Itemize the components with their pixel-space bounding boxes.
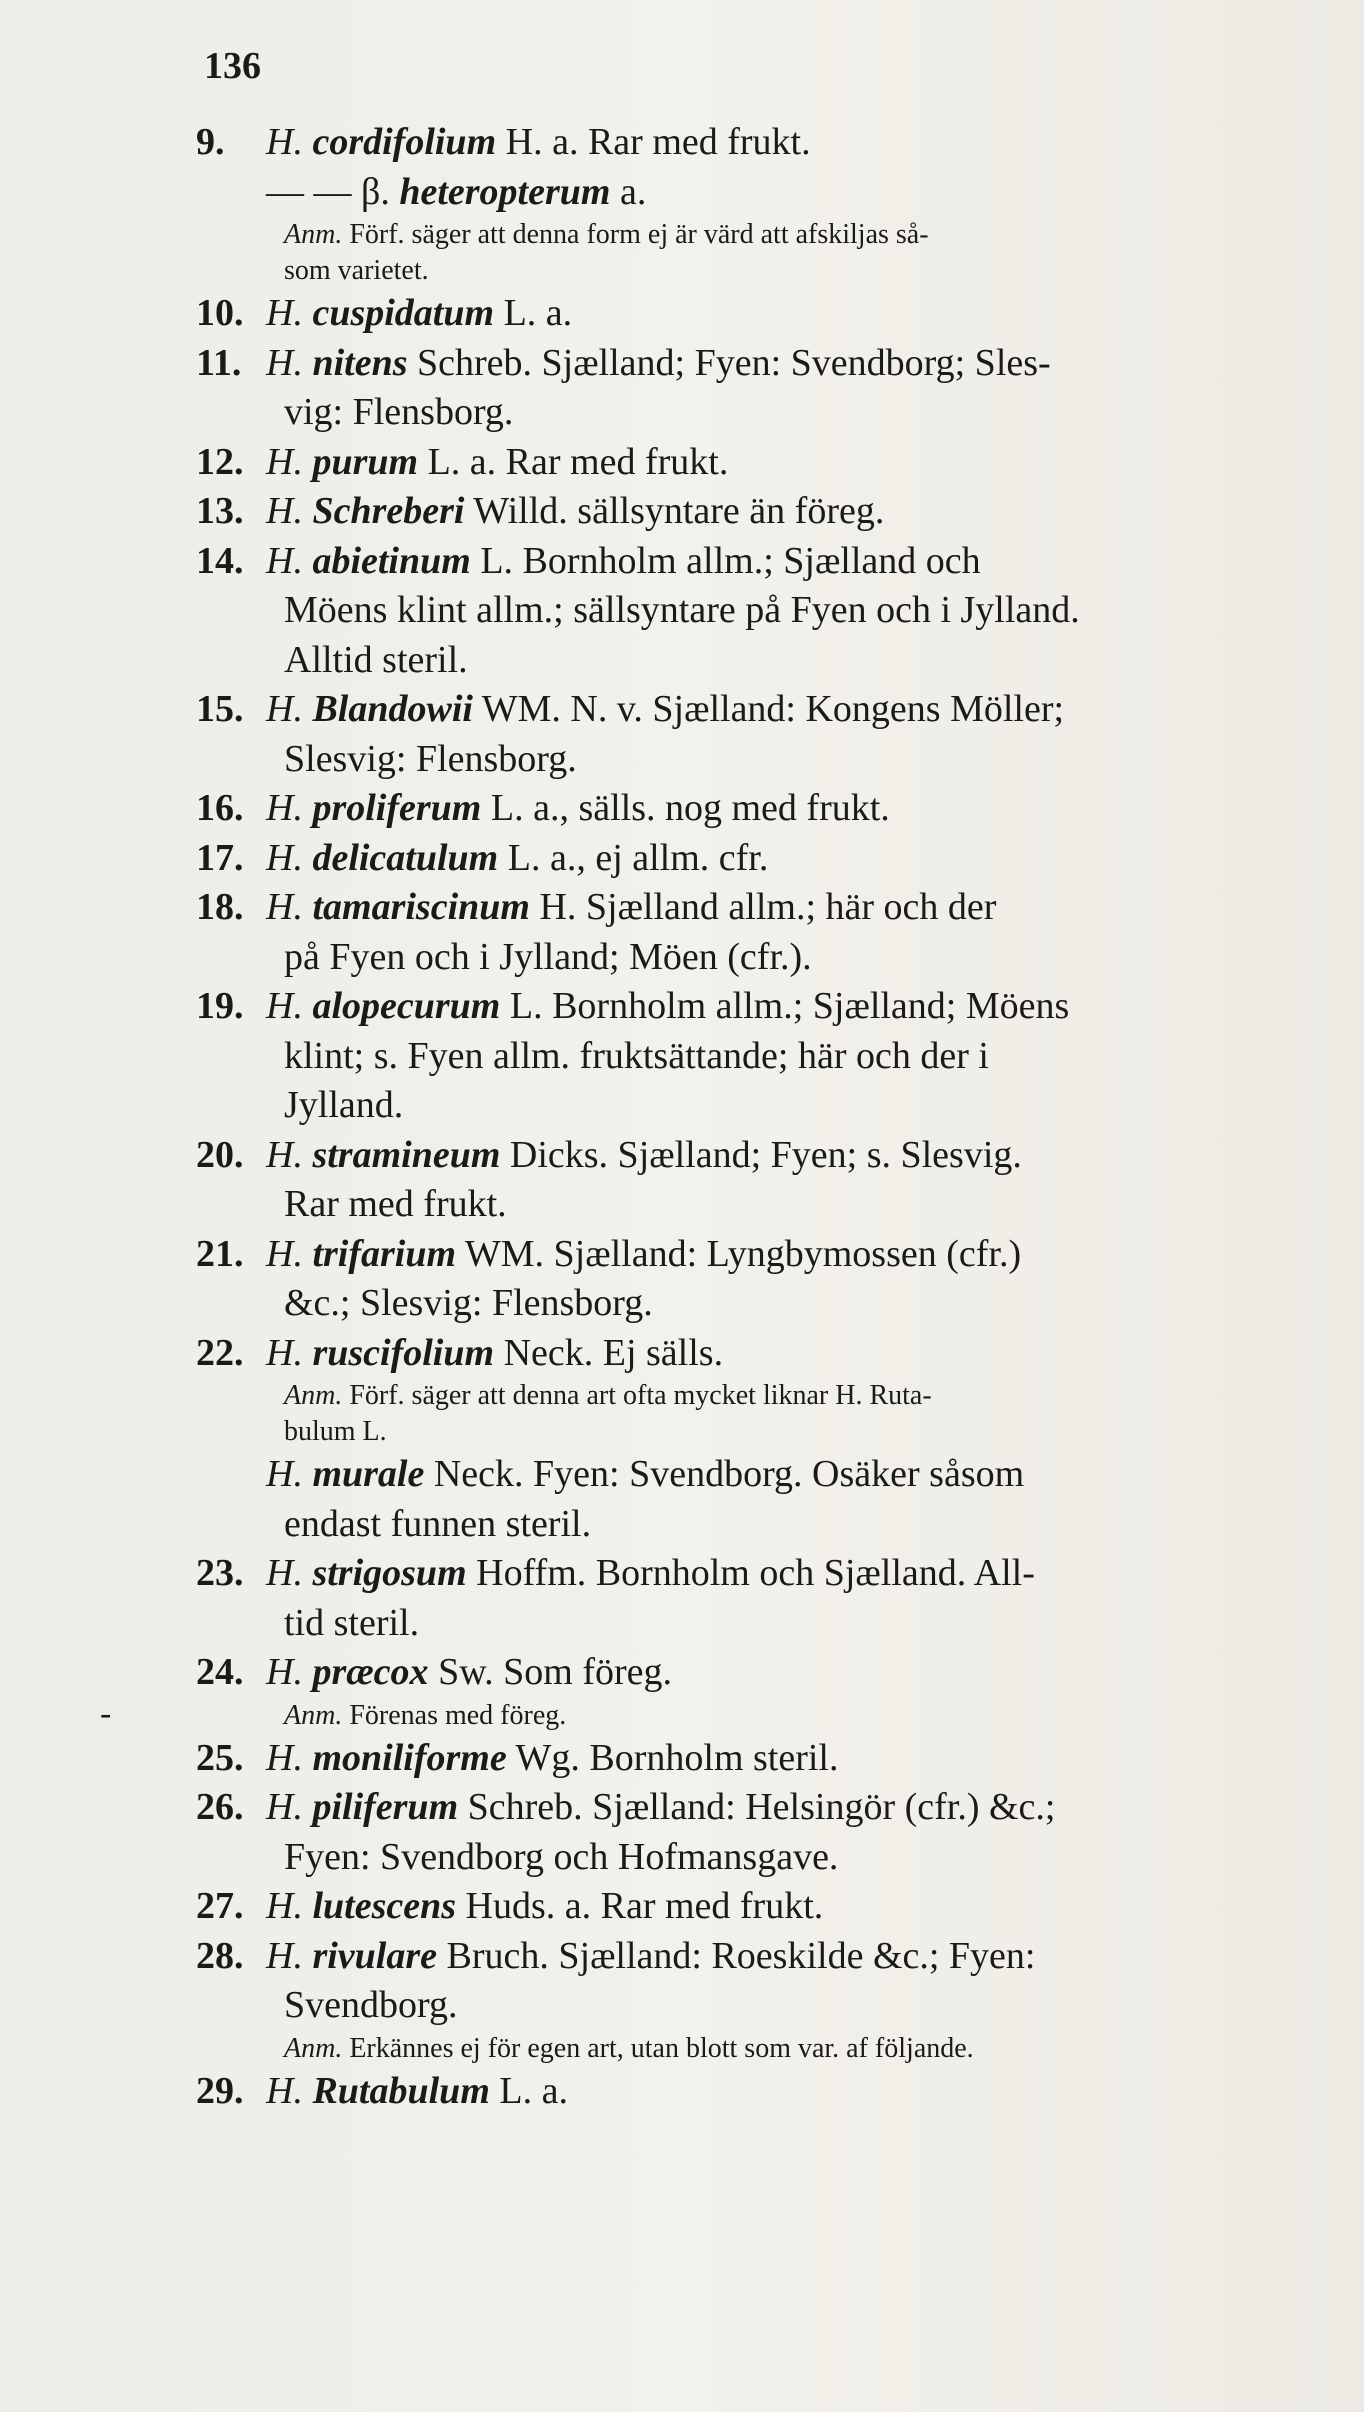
genus-abbrev: H. [266, 1651, 303, 1693]
entry-number: 15. [196, 688, 244, 730]
species-entry [196, 1549, 1306, 1648]
species-entry [196, 438, 1306, 488]
entry-details: Wg. Bornholm steril. [515, 1736, 839, 1779]
entry-line [196, 1783, 1306, 1833]
entry-number: 16. [196, 787, 244, 829]
species-epithet: tamariscinum [312, 886, 530, 928]
note-line [284, 1378, 1306, 1414]
species-epithet: trifarium [312, 1232, 457, 1275]
species-entry [196, 1131, 1306, 1230]
note-label: Anm. [284, 2032, 343, 2064]
entry-continuation: vig: Flensborg. [284, 391, 514, 433]
species-epithet: ruscifolium [312, 1331, 495, 1374]
entry-details: Bruch. Sjælland: Roeskilde &c.; Fyen: [446, 1934, 1036, 1977]
note-continuation: bulum L. [284, 1416, 387, 1447]
entry-number: 27. [196, 1885, 244, 1927]
note-line [284, 217, 1306, 253]
entry-number: 13. [196, 490, 244, 532]
entry-number: 10. [196, 292, 244, 334]
species-entry [196, 1230, 1306, 1329]
species-epithet: cuspidatum [312, 292, 495, 334]
species-entry [196, 1648, 1306, 1698]
entry-number: 28. [196, 1934, 244, 1977]
entry-line [196, 168, 1306, 218]
genus-abbrev: H. [266, 985, 303, 1027]
note [196, 1378, 1306, 1450]
entry-number: 18. [196, 886, 244, 928]
entry-number: 23. [196, 1552, 244, 1594]
species-entry [196, 784, 1306, 834]
entry-details: Schreb. Sjælland: Helsingör (cfr.) &c.; [467, 1786, 1056, 1828]
entry-number: 22. [196, 1331, 244, 1374]
entry-line [196, 784, 1306, 834]
entry-number: 19. [196, 985, 244, 1027]
species-epithet: cordifolium [312, 121, 497, 163]
entry-number: 25. [196, 1736, 244, 1779]
species-entry [196, 289, 1306, 339]
genus-abbrev: H. [266, 688, 303, 730]
entry-line [196, 883, 1306, 933]
species-entry [196, 1734, 1306, 1784]
entry-line [196, 982, 1306, 1032]
entry-continuation: Svendborg. [284, 1984, 458, 2026]
entry-details: L. a., ej allm. cfr. [507, 836, 769, 879]
entry-details: L. a. Rar med frukt. [427, 440, 729, 483]
entry-continuation: Slesvig: Flensborg. [284, 737, 577, 780]
genus-abbrev: H. [266, 1232, 303, 1275]
species-entry [196, 487, 1306, 537]
note-text: Erkännes ej för egen art, utan blott som var. af följande. [349, 2032, 974, 2064]
note-continuation: som varietet. [284, 255, 429, 286]
species-epithet: piliferum [312, 1786, 459, 1828]
species-epithet: Rutabulum [312, 2069, 490, 2112]
genus-abbrev: H. [266, 1331, 303, 1374]
entry-continuation: Möens klint allm.; sällsyntare på Fyen och i Jylland. [284, 589, 1080, 631]
species-entry [196, 1932, 1306, 2031]
entry-line [196, 1230, 1306, 1280]
species-entry [196, 1450, 1306, 1549]
entry-number: 29. [196, 2069, 244, 2112]
entry-details: H. a. Rar med frukt. [505, 121, 811, 163]
entry-continuation: tid steril. [284, 1601, 420, 1644]
entry-line [196, 834, 1306, 884]
genus-abbrev: H. [266, 341, 303, 384]
genus-abbrev: H. [266, 1453, 303, 1495]
entry-details: Hoffm. Bornholm och Sjælland. All- [476, 1552, 1035, 1594]
note-line [284, 1698, 1306, 1734]
genus-abbrev: H. [266, 1133, 303, 1176]
note-text: Förf. säger att denna art ofta mycket liknar H. Ruta- [349, 1380, 932, 1411]
variety-entry [196, 168, 1306, 218]
species-entry [196, 1329, 1306, 1379]
species-epithet: strigosum [312, 1552, 467, 1594]
note-line [284, 2031, 1306, 2067]
note-label: Anm. [284, 219, 343, 250]
entry-details: Huds. a. Rar med frukt. [465, 1885, 824, 1927]
entry-details: Sw. Som föreg. [438, 1651, 673, 1693]
entry-details: WM. N. v. Sjælland: Kongens Möller; [481, 688, 1065, 730]
species-epithet: Blandowii [312, 688, 473, 730]
entry-line [196, 438, 1306, 488]
note [196, 2031, 1306, 2067]
entry-details: L. a. [499, 2069, 568, 2112]
note [196, 1698, 1306, 1734]
species-entry [196, 685, 1306, 784]
entry-line [196, 1131, 1306, 1181]
genus-abbrev: H. [266, 121, 303, 163]
entry-details: Willd. sällsyntare än föreg. [473, 490, 885, 532]
note-text: Förenas med föreg. [349, 1699, 567, 1731]
genus-abbrev: H. [266, 1736, 303, 1779]
species-epithet: abietinum [312, 539, 471, 582]
entry-line [196, 1450, 1306, 1500]
genus-abbrev: H. [266, 787, 303, 829]
entry-number: 24. [196, 1651, 244, 1693]
genus-abbrev: H. [266, 539, 303, 582]
species-epithet: præcox [312, 1651, 429, 1693]
entry-details: H. Sjælland allm.; här och der [539, 886, 997, 928]
entry-details: L. a. [503, 292, 573, 334]
genus-abbrev: H. [266, 440, 303, 483]
entry-number: 20. [196, 1133, 244, 1176]
entry-line [196, 289, 1306, 339]
entry-line [196, 685, 1306, 735]
entry-line [196, 1329, 1306, 1379]
entry-line [196, 537, 1306, 587]
entry-line [196, 1549, 1306, 1599]
entry-line [196, 118, 1306, 168]
entry-details: WM. Sjælland: Lyngbymossen (cfr.) [464, 1232, 1022, 1275]
entry-details: L. a., sälls. nog med frukt. [490, 787, 890, 829]
entry-line [196, 487, 1306, 537]
species-epithet: alopecurum [312, 985, 501, 1027]
genus-abbrev: H. [266, 886, 303, 928]
margin-mark: - [100, 1695, 112, 1732]
entry-details: Neck. Fyen: Svendborg. Osäker såsom [433, 1453, 1025, 1495]
entry-number: 9. [196, 121, 225, 163]
species-list [196, 118, 1306, 2116]
species-epithet: nitens [312, 341, 408, 384]
variety-prefix: — — β. [266, 170, 390, 213]
entry-number: 12. [196, 440, 244, 483]
entry-continuation: Alltid steril. [284, 638, 468, 681]
entry-details: Neck. Ej sälls. [503, 1331, 724, 1374]
entry-number: 26. [196, 1786, 244, 1828]
entry-continuation: &c.; Slesvig: Flensborg. [284, 1282, 653, 1324]
entry-continuation: klint; s. Fyen allm. fruktsättande; här och der i [284, 1034, 989, 1077]
entry-details: Dicks. Sjælland; Fyen; s. Slesvig. [509, 1133, 1022, 1176]
entry-line [196, 1882, 1306, 1932]
entry-details: a. [619, 170, 647, 213]
entry-line [196, 2067, 1306, 2117]
species-epithet: delicatulum [312, 836, 499, 879]
species-epithet: moniliforme [312, 1736, 507, 1779]
variety-epithet: heteropterum [399, 170, 611, 213]
genus-abbrev: H. [266, 490, 303, 532]
note-label: Anm. [284, 1380, 343, 1411]
note [196, 217, 1306, 289]
entry-continuation: Fyen: Svendborg och Hofmansgave. [284, 1835, 839, 1878]
species-entry [196, 339, 1306, 438]
entry-number: 21. [196, 1232, 244, 1275]
page-number: 136 [204, 45, 261, 87]
species-entry [196, 1783, 1306, 1882]
entry-continuation: endast funnen steril. [284, 1502, 592, 1545]
species-epithet: proliferum [312, 787, 482, 829]
genus-abbrev: H. [266, 1552, 303, 1594]
entry-details: L. Bornholm allm.; Sjælland och [480, 539, 981, 582]
species-epithet: lutescens [312, 1885, 457, 1927]
genus-abbrev: H. [266, 836, 303, 879]
entry-line [196, 1932, 1306, 1982]
genus-abbrev: H. [266, 1885, 303, 1927]
species-epithet: murale [312, 1453, 425, 1495]
note-text: Förf. säger att denna form ej är värd att afskiljas så- [349, 219, 929, 250]
species-entry [196, 982, 1306, 1131]
genus-abbrev: H. [266, 1786, 303, 1828]
species-entry [196, 883, 1306, 982]
entry-continuation: Rar med frukt. [284, 1183, 507, 1225]
species-entry [196, 2067, 1306, 2117]
entry-line [196, 1734, 1306, 1784]
entry-number: 11. [196, 341, 242, 384]
entry-line [196, 339, 1306, 389]
entry-number: 14. [196, 539, 244, 582]
species-entry [196, 834, 1306, 884]
entry-details: L. Bornholm allm.; Sjælland; Möens [509, 985, 1070, 1027]
genus-abbrev: H. [266, 2069, 303, 2112]
entry-line [196, 1648, 1306, 1698]
species-epithet: rivulare [312, 1934, 438, 1977]
entry-continuation: Jylland. [284, 1084, 404, 1126]
note-label: Anm. [284, 1699, 343, 1731]
entry-continuation: på Fyen och i Jylland; Möen (cfr.). [284, 935, 812, 978]
species-entry [196, 1882, 1306, 1932]
species-entry [196, 118, 1306, 168]
entry-number: 17. [196, 836, 244, 879]
entry-details: Schreb. Sjælland; Fyen: Svendborg; Sles- [417, 341, 1051, 384]
species-entry [196, 537, 1306, 686]
genus-abbrev: H. [266, 1934, 303, 1977]
species-epithet: Schreberi [312, 490, 465, 532]
genus-abbrev: H. [266, 292, 303, 334]
species-epithet: purum [312, 440, 419, 483]
species-epithet: stramineum [312, 1133, 501, 1176]
